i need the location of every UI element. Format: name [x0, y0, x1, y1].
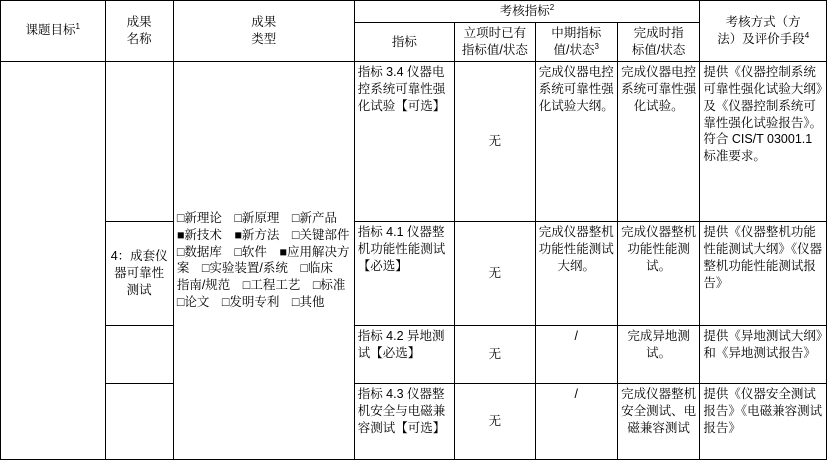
header-result-name-line2: 名称	[126, 31, 152, 46]
cell-indicator: 指标 3.4 仪器电控系统可靠性强化试验【可选】	[354, 61, 454, 221]
header-method-note: 4	[804, 30, 810, 40]
header-final-line2: 标值/状态	[631, 42, 686, 57]
cell-method: 提供《仪器安全测试报告》《电磁兼容测试报告》	[700, 383, 827, 459]
table-header-row-1	[1, 1, 827, 23]
header-result-name-line1: 成果	[126, 15, 152, 30]
cell-result-name-empty	[105, 325, 173, 383]
header-mid-note: 3	[594, 41, 599, 51]
header-result-type-line1: 成果	[251, 15, 277, 30]
cell-final: 完成异地测试。	[617, 325, 699, 383]
header-indicator-label: 指标	[391, 34, 417, 49]
header-method-line1: 考核方式（方	[725, 15, 801, 30]
header-assessment-group-note: 2	[549, 3, 555, 12]
header-goal-label: 课题目标	[25, 23, 76, 38]
cell-existing: 无	[455, 325, 535, 383]
cell-indicator: 指标 4.2 异地测试【必选】	[354, 325, 454, 383]
header-mid-line2: 值/状态	[553, 43, 595, 58]
header-method	[700, 1, 827, 62]
header-mid-value	[535, 23, 617, 62]
table-row	[1, 61, 827, 221]
checklist-line-3: □数据库 □软件 ■应用解决方	[176, 244, 350, 259]
cell-result-name: 4：成套仪器可靠性测试	[105, 221, 173, 325]
header-goal-note: 1	[75, 22, 80, 32]
cell-method: 提供《异地测试大纲》和《异地测试报告》	[700, 325, 827, 383]
header-result-name	[105, 1, 173, 62]
header-existing-line1: 立项时已有	[463, 26, 527, 41]
cell-mid: 完成仪器整机功能性能测试大纲。	[535, 221, 617, 325]
cell-existing: 无	[455, 383, 535, 459]
table-row	[1, 383, 827, 459]
checklist-line-1: □新理论 □新原理 □新产品	[176, 210, 337, 225]
header-final-value	[617, 23, 699, 62]
header-result-type	[173, 1, 354, 62]
header-goal	[1, 1, 106, 62]
header-method-line2: 法）及评价手段	[717, 32, 805, 47]
cell-indicator: 指标 4.3 仪器整机安全与电磁兼容测试【可选】	[354, 383, 454, 459]
table-row	[1, 221, 827, 325]
header-indicator	[354, 23, 454, 62]
checklist-line-2: ■新技术 ■新方法 □关键部件	[176, 227, 350, 242]
cell-mid: /	[535, 325, 617, 383]
cell-final: 完成仪器电控系统可靠性强化试验。	[617, 61, 699, 221]
cell-method: 提供《仪器整机功能性能测试大纲》《仪器整机功能性能测试报告》	[700, 221, 827, 325]
cell-goal	[1, 61, 106, 459]
cell-final: 完成仪器整机功能性能测试。	[617, 221, 699, 325]
cell-mid: 完成仪器电控系统可靠性强化试验大纲。	[535, 61, 617, 221]
table-row	[1, 325, 827, 383]
header-final-line1: 完成时指	[633, 26, 684, 41]
header-mid-line2-wrap	[539, 42, 614, 59]
header-mid-line1: 中期指标	[551, 26, 602, 41]
cell-indicator: 指标 4.1 仪器整机功能性能测试【必选】	[354, 221, 454, 325]
cell-existing: 无	[455, 61, 535, 221]
cell-mid: /	[535, 383, 617, 459]
checklist-line-5: 指南/规范 □工程工艺 □标准	[176, 278, 346, 293]
cell-result-name-empty	[105, 61, 173, 221]
header-assessment-group	[354, 1, 700, 23]
cell-result-name-empty	[105, 383, 173, 459]
header-method-line2-wrap	[703, 31, 823, 48]
cell-existing: 无	[455, 221, 535, 325]
cell-final: 完成仪器整机安全测试、电磁兼容测试	[617, 383, 699, 459]
cell-result-type-checklist	[173, 61, 354, 459]
cell-method: 提供《仪器控制系统可靠性强化试验大纲》及《仪器控制系统可靠性强化试验报告》。符合 CIS/T 03001.1 标准要求。	[700, 61, 827, 221]
checklist-line-6: □论文 □发明专利 □其他	[176, 295, 325, 310]
header-result-type-line2: 类型	[251, 31, 277, 46]
header-existing-value	[455, 23, 535, 62]
header-existing-line2: 指标值/状态	[461, 42, 528, 57]
checklist-line-4: 案 □实验装置/系统 □临床	[176, 261, 333, 276]
header-assessment-group-label: 考核指标	[499, 4, 550, 19]
